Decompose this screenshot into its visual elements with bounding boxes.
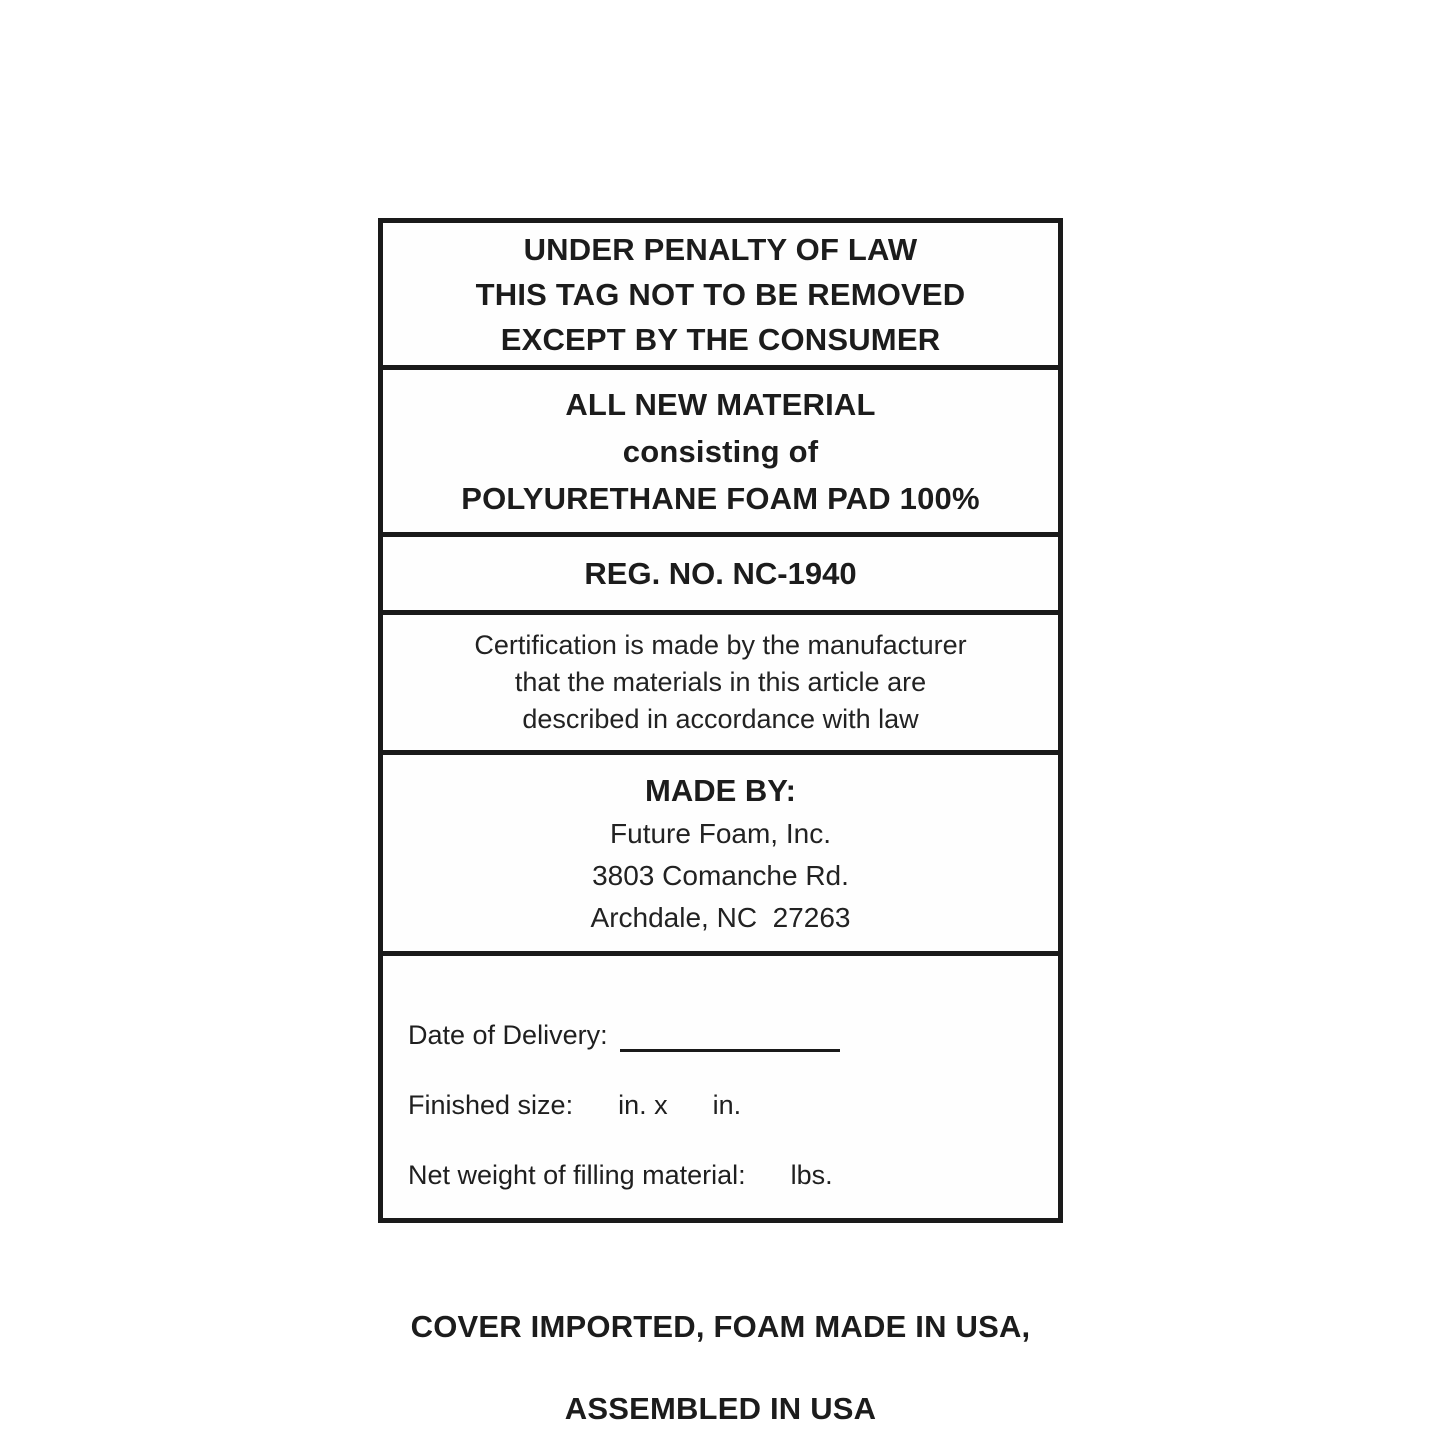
section-registration-number: [383, 537, 1058, 615]
section-penalty-warning: [383, 223, 1058, 370]
certification-line-1: Certification is made by the manufacturer: [474, 630, 967, 660]
date-of-delivery-label: Date of Delivery:: [408, 1020, 608, 1050]
certification-line-2: that the materials in this article are: [514, 667, 927, 697]
material-line-1: ALL NEW MATERIAL: [565, 386, 876, 422]
net-weight-line: Net weight of filling material: lbs.: [408, 1160, 833, 1190]
origin-statement-line-1: COVER IMPORTED, FOAM MADE IN USA,: [410, 1309, 1031, 1344]
section-material-contents: [383, 370, 1058, 537]
section-made-by: [383, 755, 1058, 956]
origin-statement: [383, 1268, 1058, 1445]
manufacturer-street: 3803 Comanche Rd.: [592, 859, 849, 891]
penalty-line-2: THIS TAG NOT TO BE REMOVED: [475, 276, 966, 312]
material-line-3: POLYURETHANE FOAM PAD 100%: [461, 480, 980, 516]
certification-line-3: described in accordance with law: [522, 704, 919, 734]
date-of-delivery-line: [408, 1018, 1044, 1052]
law-label-tag: [378, 218, 1063, 1426]
date-blank-underline: [620, 1048, 840, 1052]
penalty-line-1: UNDER PENALTY OF LAW: [523, 231, 918, 267]
penalty-line-3: EXCEPT BY THE CONSUMER: [500, 321, 941, 357]
manufacturer-city-state-zip: Archdale, NC 27263: [590, 901, 851, 933]
made-by-heading: MADE BY:: [645, 772, 796, 808]
registration-number: REG. NO. NC-1940: [584, 555, 857, 591]
fill-in-lines: [383, 982, 1058, 1228]
origin-statement-line-2: ASSEMBLED IN USA: [564, 1391, 877, 1426]
section-certification: [383, 615, 1058, 755]
material-line-2: consisting of: [622, 433, 819, 469]
manufacturer-name: Future Foam, Inc.: [610, 817, 831, 849]
section-delivery-details: [383, 956, 1058, 1426]
finished-size-line: Finished size: in. x in.: [408, 1090, 742, 1120]
